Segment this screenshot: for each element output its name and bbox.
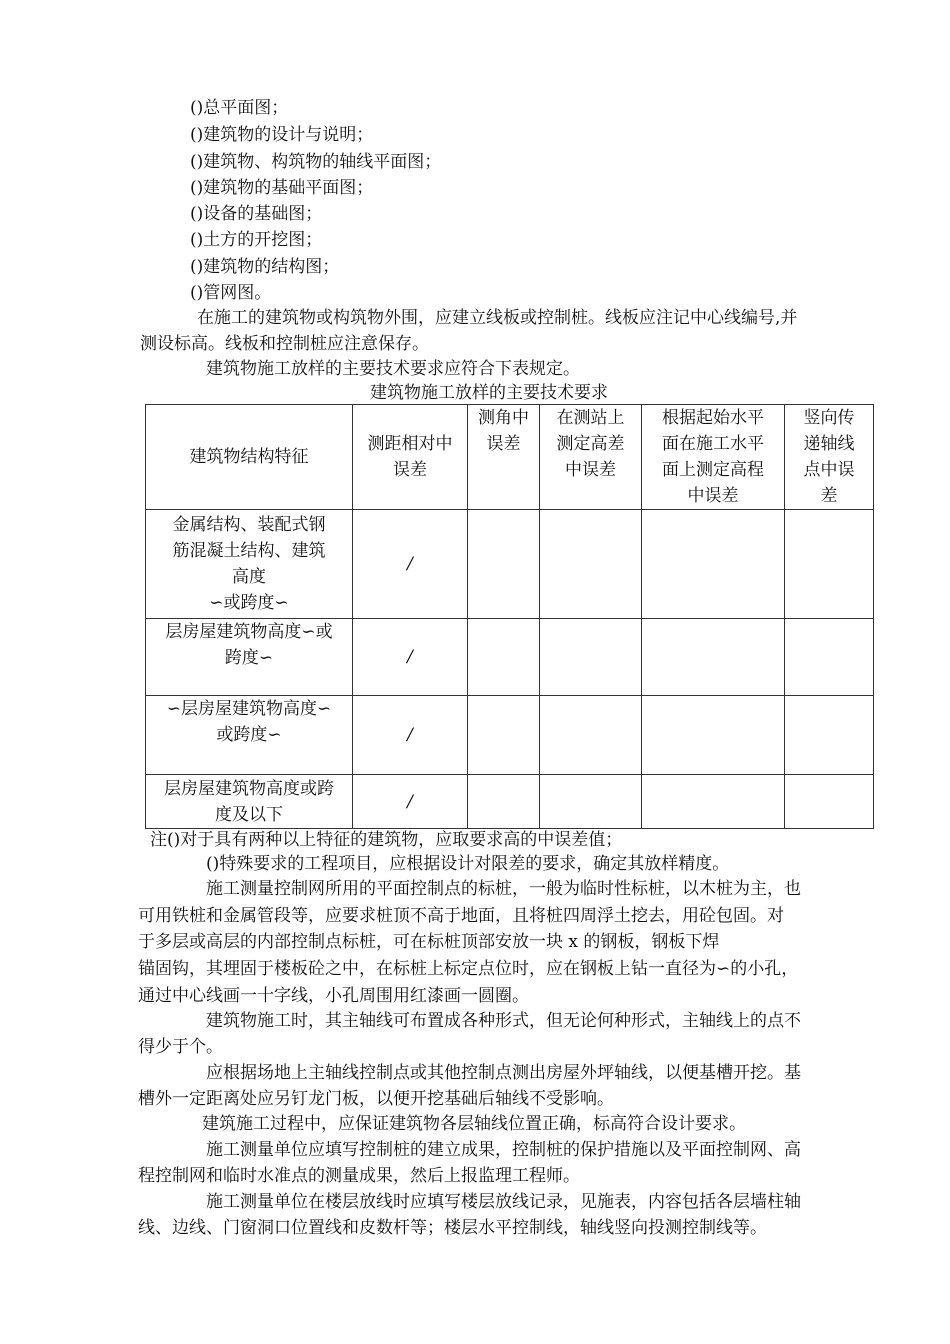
table-title: 建筑物施工放样的主要技术要求 xyxy=(370,383,608,403)
paragraph-line: 槽外一定距离处应另钉龙门板，以便开挖基础后轴线不受影响。 xyxy=(138,1089,614,1109)
table-row xyxy=(146,775,874,829)
paragraph-line: 锚固钩，其埋固于楼板砼之中，在标桩上标定点位时，应在钢板上钻一直径为∽的小孔， xyxy=(138,959,799,979)
spec-table xyxy=(145,404,874,829)
list-item: ()土方的开挖图； xyxy=(190,230,323,250)
feature-cell: 层房屋建筑物高度∽或 跨度∽ xyxy=(146,619,353,696)
paragraph-line: 于多层或高层的内部控制点标桩，可在标桩顶部安放一块 x 的钢板，钢板下焊 xyxy=(138,932,720,952)
paragraph-line: 程控制网和临时水准点的测量成果，然后上报监理工程师。 xyxy=(138,1166,580,1186)
list-item: ()建筑物的基础平面图； xyxy=(190,178,374,198)
paragraph-line: 得少于个。 xyxy=(138,1037,223,1057)
header-cell: 测距相对中 误差 xyxy=(353,405,468,510)
note-line: 注()对于具有两种以上特征的建筑物，应取要求高的中误差值； xyxy=(150,830,623,850)
empty-cell xyxy=(540,696,642,775)
empty-cell xyxy=(785,775,874,829)
note-line: ()特殊要求的工程项目，应根据设计对限差的要求，确定其放样精度。 xyxy=(206,854,730,874)
header-cell: 根据起始水平 面在施工水平 面上测定高程 中误差 xyxy=(642,405,785,510)
header-cell: 测角中 误差 xyxy=(468,405,540,510)
header-cell: 在测站上 测定高差 中误差 xyxy=(540,405,642,510)
ratio-cell: / xyxy=(353,775,468,829)
feature-cell: 金属结构、装配式钢 筋混凝土结构、建筑 高度 ∽或跨度∽ xyxy=(146,510,353,619)
paragraph-line: 建筑物施工放样的主要技术要求应符合下表规定。 xyxy=(206,359,580,379)
paragraph-line: 线、边线、门窗洞口位置线和皮数杆等；楼层水平控制线，轴线竖向投测控制线等。 xyxy=(138,1218,767,1238)
ratio-cell: / xyxy=(353,696,468,775)
empty-cell xyxy=(468,510,540,619)
paragraph-line: 施工测量单位应填写控制桩的建立成果，控制桩的保护措施以及平面控制网、高 xyxy=(206,1140,801,1160)
paragraph-line: 应根据场地上主轴线控制点或其他控制点测出房屋外坪轴线，以便基槽开挖。基 xyxy=(206,1063,801,1083)
table-row xyxy=(146,619,874,696)
empty-cell xyxy=(540,619,642,696)
ratio-cell: / xyxy=(353,510,468,619)
paragraph-line: 建筑施工过程中，应保证建筑物各层轴线位置正确，标高符合设计要求。 xyxy=(202,1114,746,1134)
empty-cell xyxy=(642,696,785,775)
table-header-row xyxy=(146,405,874,510)
paragraph-line: 施工测量单位在楼层放线时应填写楼层放线记录，见施表，内容包括各层墙柱轴 xyxy=(206,1192,801,1212)
paragraph-line: 可用铁桩和金属管段等，应要求桩顶不高于地面，且将桩四周浮土挖去，用砼包固。对 xyxy=(138,906,784,926)
list-item: ()建筑物的设计与说明； xyxy=(190,125,374,145)
empty-cell xyxy=(642,510,785,619)
empty-cell xyxy=(468,775,540,829)
list-item: ()建筑物的结构图； xyxy=(190,257,340,277)
header-cell: 建筑物结构特征 xyxy=(146,405,353,510)
table-row xyxy=(146,510,874,619)
empty-cell xyxy=(642,619,785,696)
empty-cell xyxy=(540,510,642,619)
list-item: ()管网图。 xyxy=(190,283,272,303)
header-cell: 竖向传 递轴线 点中误 差 xyxy=(785,405,874,510)
empty-cell xyxy=(642,775,785,829)
paragraph-line: 在施工的建筑物或构筑物外围，应建立线板或控制桩。线板应注记中心线编号,并 xyxy=(197,308,798,328)
feature-cell: ∽层房屋建筑物高度∽ 或跨度∽ xyxy=(146,696,353,775)
empty-cell xyxy=(785,510,874,619)
empty-cell xyxy=(785,696,874,775)
list-item: ()设备的基础图； xyxy=(190,204,323,224)
paragraph-line: 施工测量控制网所用的平面控制点的标桩，一般为临时性标桩，以木桩为主，也 xyxy=(206,879,801,899)
list-item: ()总平面图； xyxy=(190,98,289,118)
empty-cell xyxy=(785,619,874,696)
list-item: ()建筑物、构筑物的轴线平面图； xyxy=(190,152,442,172)
paragraph-line: 测设标高。线板和控制桩应注意保存。 xyxy=(140,334,429,354)
paragraph-line: 建筑物施工时，其主轴线可布置成各种形式，但无论何种形式，主轴线上的点不 xyxy=(206,1011,801,1031)
empty-cell xyxy=(540,775,642,829)
table-row xyxy=(146,696,874,775)
feature-cell: 层房屋建筑物高度或跨 度及以下 xyxy=(146,775,353,829)
empty-cell xyxy=(468,696,540,775)
empty-cell xyxy=(468,619,540,696)
ratio-cell: / xyxy=(353,619,468,696)
paragraph-line: 通过中心线画一十字线，小孔周围用红漆画一圆圈。 xyxy=(138,986,529,1006)
